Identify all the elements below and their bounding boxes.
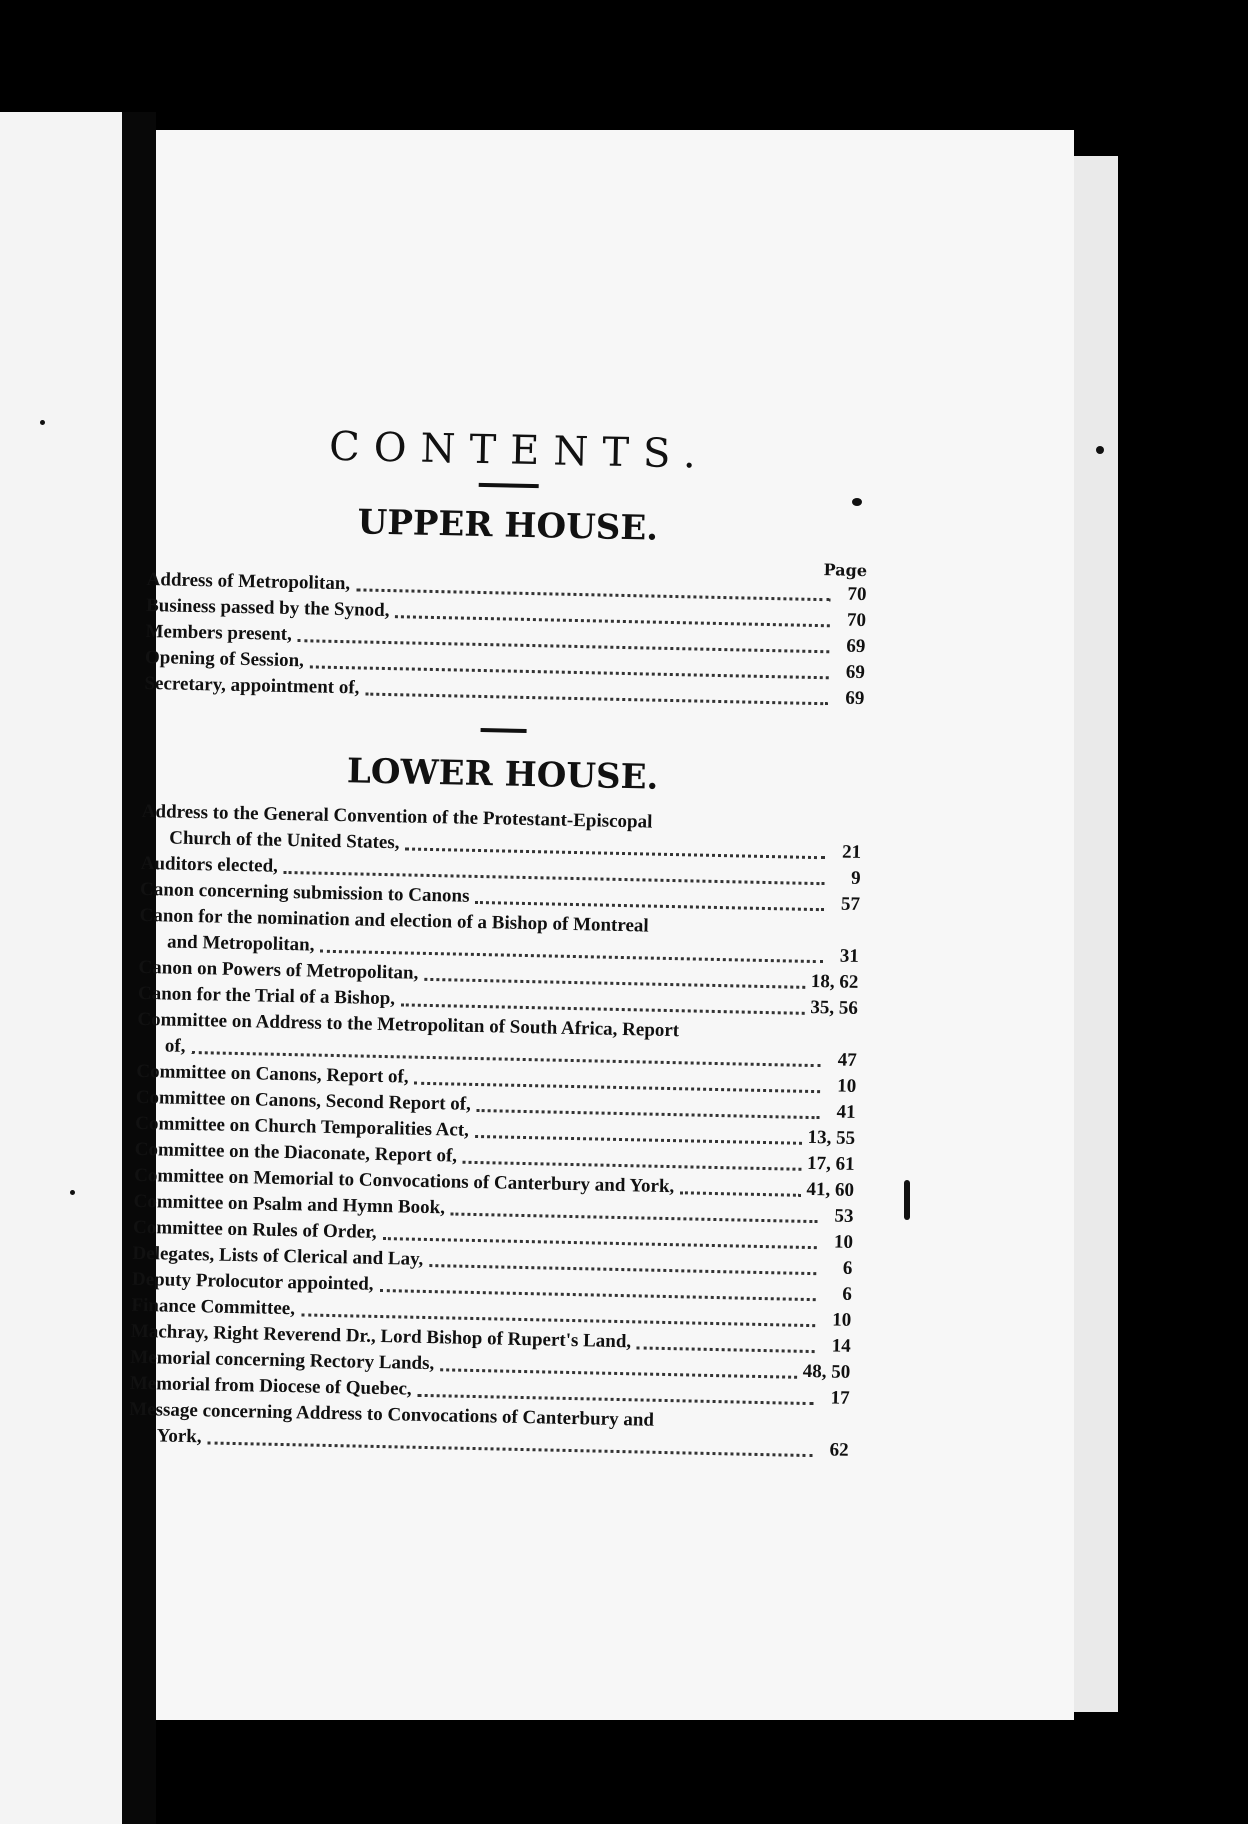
entry-label: of,: [164, 1035, 186, 1057]
entry-page: 69: [845, 687, 865, 710]
entry-label: Secretary, appointment of,: [144, 672, 360, 699]
entry-label: Committee on Psalm and Hymn Book,: [133, 1190, 446, 1219]
entry-page: 57: [840, 893, 861, 915]
entry-label: Memorial from Diocese of Quebec,: [129, 1372, 412, 1400]
contents-page: [128, 420, 869, 1464]
entry-page: 35, 56: [810, 996, 859, 1019]
leader-dots: [637, 1346, 815, 1353]
entry-page: 10: [833, 1231, 854, 1253]
entry-label: Address of Metropolitan,: [146, 568, 351, 595]
entry-label: Auditors elected,: [140, 852, 279, 877]
entry-label-line1: Message concerning Address to Convocations of Canterbury and: [129, 1398, 655, 1431]
entry-page: 21: [841, 841, 862, 863]
entry-label: Church of the United States,: [169, 827, 400, 854]
entry-page: 69: [846, 635, 866, 658]
upper-house-heading: UPPER HOUSE.: [357, 502, 659, 549]
entry-page: 53: [834, 1205, 854, 1227]
entry-label-line1: Committee on Address to the Metropolitan of South Africa, Report: [137, 1008, 680, 1042]
entry-page: 47: [837, 1049, 857, 1071]
entry-label: Committee on Memorial to Convocations of Canterbury and York,: [133, 1164, 675, 1198]
entry-page: 13, 55: [807, 1126, 856, 1149]
entry-page: 62: [829, 1439, 849, 1461]
entry-page: 41: [836, 1101, 856, 1123]
entry-page: 6: [842, 1257, 853, 1279]
lower-house-heading: LOWER HOUSE.: [346, 751, 659, 798]
entry-page: 10: [832, 1309, 852, 1331]
entry-label: Committee on Canons, Report of,: [136, 1060, 409, 1088]
entry-label: Business passed by the Synod,: [145, 594, 390, 622]
entry-page: 31: [839, 945, 860, 967]
entry-label: Delegates, Lists of Clerical and Lay,: [132, 1242, 424, 1270]
entry-label: Deputy Prolocutor appointed,: [131, 1268, 374, 1295]
entry-label: Committee on Rules of Order,: [132, 1216, 377, 1243]
entry-label: Committee on the Diaconate, Report of,: [134, 1138, 458, 1167]
upper-house-list: [144, 567, 867, 712]
entry-label: Canon concerning submission to Canons: [139, 878, 470, 907]
entry-page: 48, 50: [802, 1360, 851, 1383]
right-page-edge: [1074, 156, 1118, 1712]
entry-label: Canon for the Trial of a Bishop,: [137, 982, 396, 1010]
page-column-label: Page: [823, 560, 868, 581]
leader-dots: [440, 1368, 797, 1378]
lower-house-list: [128, 799, 861, 1464]
entry-label: Opening of Session,: [144, 646, 305, 672]
entry-label: York,: [156, 1425, 202, 1448]
entry-page: 17, 61: [806, 1152, 855, 1175]
entry-label: Canon on Powers of Metropolitan,: [138, 956, 419, 984]
entry-label: Committee on Canons, Second Report of,: [135, 1086, 472, 1115]
entry-page: 70: [847, 583, 867, 606]
leader-dots: [451, 1212, 818, 1223]
section-rule: [481, 728, 527, 733]
leader-dots: [475, 1135, 802, 1145]
entry-label: Committee on Church Temporalities Act,: [135, 1112, 470, 1141]
page-title: CONTENTS.: [328, 423, 711, 478]
entry-page: 17: [830, 1387, 850, 1409]
leader-dots: [475, 901, 824, 911]
left-page-edge: [0, 112, 122, 1824]
entry-label-line1: Canon for the nomination and election of a Bishop of Montreal: [139, 904, 649, 937]
entry-page: 10: [836, 1075, 857, 1097]
entry-page: 18, 62: [810, 970, 859, 993]
entry-page: 41, 60: [806, 1178, 855, 1201]
entry-label: Memorial concerning Rectory Lands,: [130, 1346, 435, 1375]
entry-page: 69: [845, 661, 866, 684]
entry-label: Members present,: [145, 620, 293, 646]
entry-label: and Metropolitan,: [166, 931, 315, 956]
leader-dots: [477, 1109, 820, 1119]
entry-page: 70: [846, 609, 867, 632]
entry-page: 6: [842, 1283, 853, 1305]
entry-label-line1: Address to the General Convention of the Protestant-Episcopal: [141, 800, 653, 833]
title-rule: [479, 483, 539, 488]
entry-page: 9: [850, 867, 861, 889]
entry-label: Machray, Right Reverend Dr., Lord Bishop of Rupert's Land,: [130, 1320, 632, 1353]
leader-dots: [365, 693, 828, 706]
leader-dots: [463, 1161, 801, 1171]
leader-dots: [680, 1191, 800, 1197]
entry-label: Finance Committee,: [131, 1294, 296, 1320]
entry-page: 14: [831, 1335, 851, 1357]
